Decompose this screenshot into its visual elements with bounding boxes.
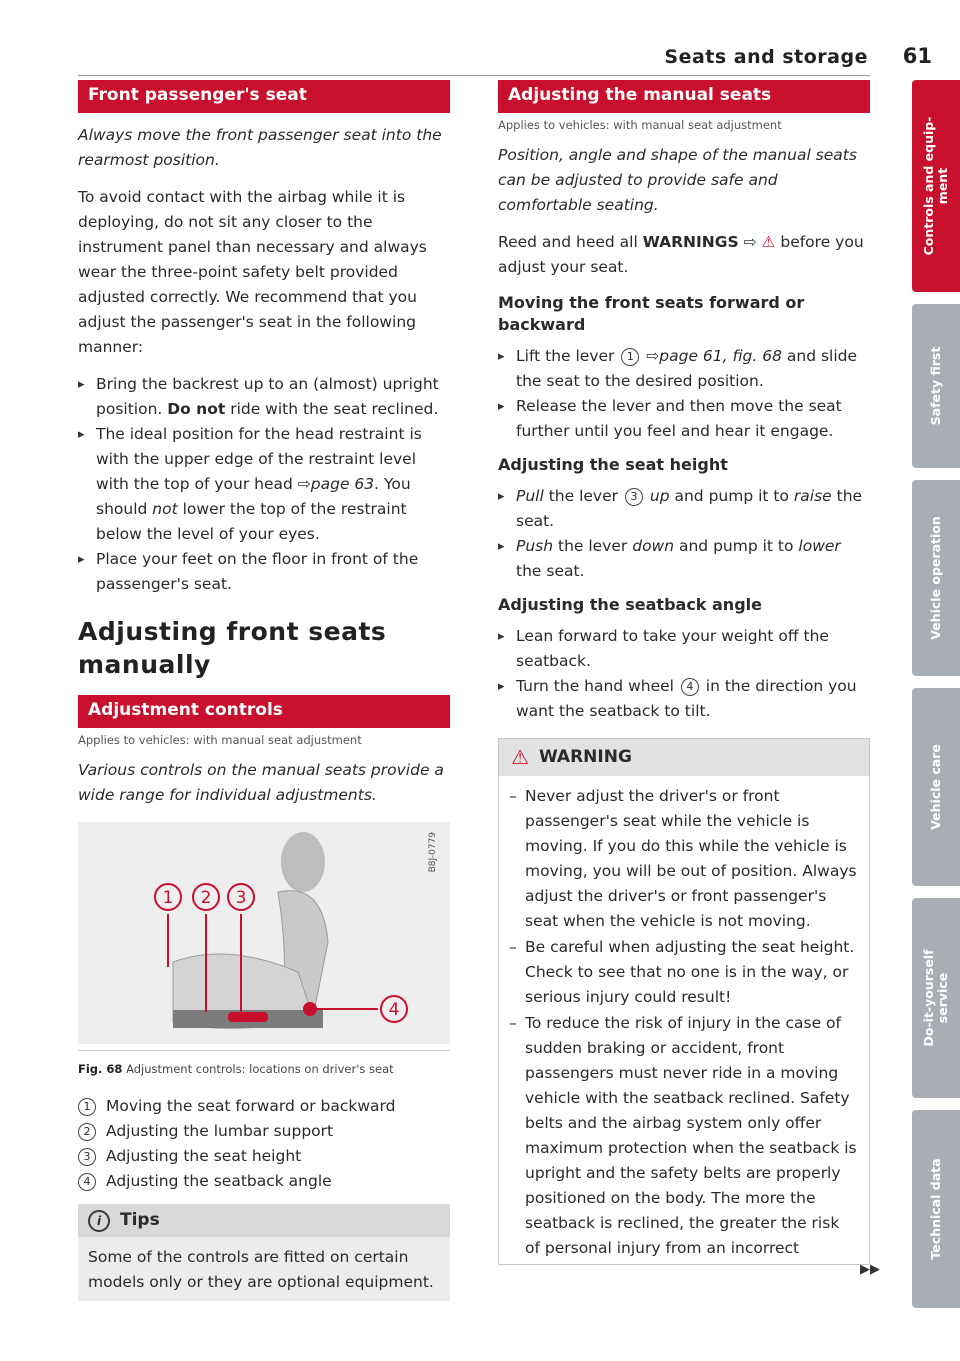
adjustment-controls-intro: Various controls on the manual seats provide a wide range for individual adjustments. xyxy=(78,761,444,804)
page-reference-link[interactable]: page 63 xyxy=(310,475,375,493)
warning-item: – Be careful when adjusting the seat height. Check to see that no one is in the way, or serious injury could result! xyxy=(509,935,859,1010)
adjusting-front-seats-heading: Adjusting front seats manually xyxy=(78,617,387,679)
tab-safety-first[interactable]: Safety first xyxy=(912,304,960,468)
callout-3: 3 xyxy=(625,488,643,506)
list-item: ▸ Lean forward to take your weight off the seatback. xyxy=(498,624,870,674)
page-number: 61 xyxy=(902,44,932,68)
tab-vehicle-care[interactable]: Vehicle care xyxy=(912,688,960,886)
callout-1: 1 xyxy=(621,348,639,366)
svg-text:3: 3 xyxy=(235,888,247,908)
front-passenger-intro: Always move the front passenger seat into the rearmost position. xyxy=(78,126,442,169)
applies-to-note: Applies to vehicles: with manual seat adjustment xyxy=(78,733,362,747)
lever-highlight xyxy=(228,1012,268,1022)
seatback-angle-heading: Adjusting the seatback angle xyxy=(498,595,762,614)
list-item: ▸ Turn the hand wheel 4 in the direction you want the seatback to tilt. xyxy=(498,674,870,724)
list-item: ▸ Pull the lever 3 up and pump it to raise the seat. xyxy=(498,484,870,534)
tab-controls-and-equipment[interactable]: Controls and equip- ment xyxy=(912,80,960,292)
svg-text:2: 2 xyxy=(200,888,212,908)
seat-height-heading: Adjusting the seat height xyxy=(498,455,728,474)
seat-illustration xyxy=(78,822,450,1044)
warning-body xyxy=(499,776,869,1264)
applies-to-note: Applies to vehicles: with manual seat adjustment xyxy=(498,118,782,132)
tips-header xyxy=(78,1204,450,1237)
figure-id: B8J-0779 xyxy=(428,832,438,873)
list-item: ▸ Push the lever down and pump it to lower the seat. xyxy=(498,534,870,584)
tips-title: Tips xyxy=(120,1210,160,1230)
front-passenger-seat-heading: Front passenger's seat xyxy=(78,80,450,113)
list-item: ▸ The ideal position for the head restraint is with the upper edge of the restraint level with the top of your head ⇨page 63. You should not lower the top of the restraint below the level of your eyes. xyxy=(78,422,450,547)
warning-box xyxy=(498,738,870,1265)
warning-icon: ⚠ xyxy=(511,745,529,769)
info-icon: i xyxy=(88,1210,110,1232)
svg-text:1: 1 xyxy=(162,888,174,908)
tips-box xyxy=(78,1204,450,1301)
headrest-shape xyxy=(281,832,325,892)
legend-item: 4 Adjusting the seatback angle xyxy=(78,1169,450,1194)
tab-technical-data[interactable]: Technical data xyxy=(912,1110,960,1308)
adjustment-controls-heading: Adjustment controls xyxy=(78,695,450,728)
continued-arrow-icon: ▶▶ xyxy=(860,1262,880,1277)
callout-4: 4 xyxy=(681,678,699,696)
warning-item: – Never adjust the driver's or front passenger's seat while the vehicle is moving. If you do this while the vehicle is moving, you will be out of position. Always adjust the driver's or front passenger's seat when the vehicle is not moving. xyxy=(509,784,859,934)
moving-seats-heading: Moving the front seats forward or backward xyxy=(498,293,805,334)
front-passenger-paragraph: To avoid contact with the airbag while it is deploying, do not sit any closer to the instrument panel than necessary and always wear the three-point safety belt provided adjusted correctly. We recommend that you adjust the passenger's seat in the following manner: xyxy=(78,188,427,356)
warning-title: WARNING xyxy=(538,747,632,767)
seat-height-steps xyxy=(498,484,870,584)
front-passenger-steps xyxy=(78,372,450,597)
svg-text:4: 4 xyxy=(388,1000,400,1020)
list-item: ▸ Release the lever and then move the seat further until you feel and hear it engage. xyxy=(498,394,870,444)
tab-do-it-yourself-service[interactable]: Do-it-yourself service xyxy=(912,898,960,1098)
adjusting-manual-seats-heading: Adjusting the manual seats xyxy=(498,80,870,113)
list-item: ▸ Lift the lever 1 ⇨page 61, fig. 68 and slide the seat to the desired position. xyxy=(498,344,870,394)
right-column xyxy=(498,80,870,1265)
list-item: ▸ Place your feet on the floor in front of the passenger's seat. xyxy=(78,547,450,597)
tab-vehicle-operation[interactable]: Vehicle operation xyxy=(912,480,960,676)
legend-list xyxy=(78,1094,450,1194)
warning-icon[interactable]: ⚠ xyxy=(761,233,776,251)
read-warnings-paragraph: Reed and heed all WARNINGS ⇨ ⚠ before you adjust your seat. xyxy=(498,233,864,276)
arrow-right-icon: ⇨ xyxy=(297,475,311,493)
legend-item: 2 Adjusting the lumbar support xyxy=(78,1119,450,1144)
figure-caption: Fig. 68 Adjustment controls: locations on driver's seat xyxy=(78,1050,450,1082)
tips-body: Some of the controls are fitted on certain models only or they are optional equipment. xyxy=(88,1248,434,1291)
figure-reference-link[interactable]: page 61, fig. 68 xyxy=(659,347,782,365)
seatback-angle-steps xyxy=(498,624,870,724)
warning-item: – To reduce the risk of injury in the case of sudden braking or accident, front passengers must never ride in a moving vehicle with the seatback reclined. Safety belts and the airbag system only offer maximum protection when the seatback is upright and the safety belts are properly positioned on the body. The more the seatback is reclined, the greater the risk of personal injury from an incorrect xyxy=(509,1011,859,1261)
arrow-right-icon: ⇨ xyxy=(646,347,660,365)
header-rule xyxy=(78,75,870,76)
manual-seats-intro: Position, angle and shape of the manual seats can be adjusted to provide safe and comfortable seating. xyxy=(498,146,857,214)
section-title: Seats and storage xyxy=(664,46,868,68)
moving-seats-steps xyxy=(498,344,870,444)
warning-header xyxy=(499,739,869,776)
seat-figure xyxy=(78,822,450,1044)
left-column xyxy=(78,80,450,1301)
legend-item: 1 Moving the seat forward or backward xyxy=(78,1094,450,1119)
list-item: ▸ Bring the backrest up to an (almost) upright position. Do not ride with the seat reclined. xyxy=(78,372,450,422)
arrow-right-icon: ⇨ xyxy=(743,233,757,251)
legend-item: 3 Adjusting the seat height xyxy=(78,1144,450,1169)
